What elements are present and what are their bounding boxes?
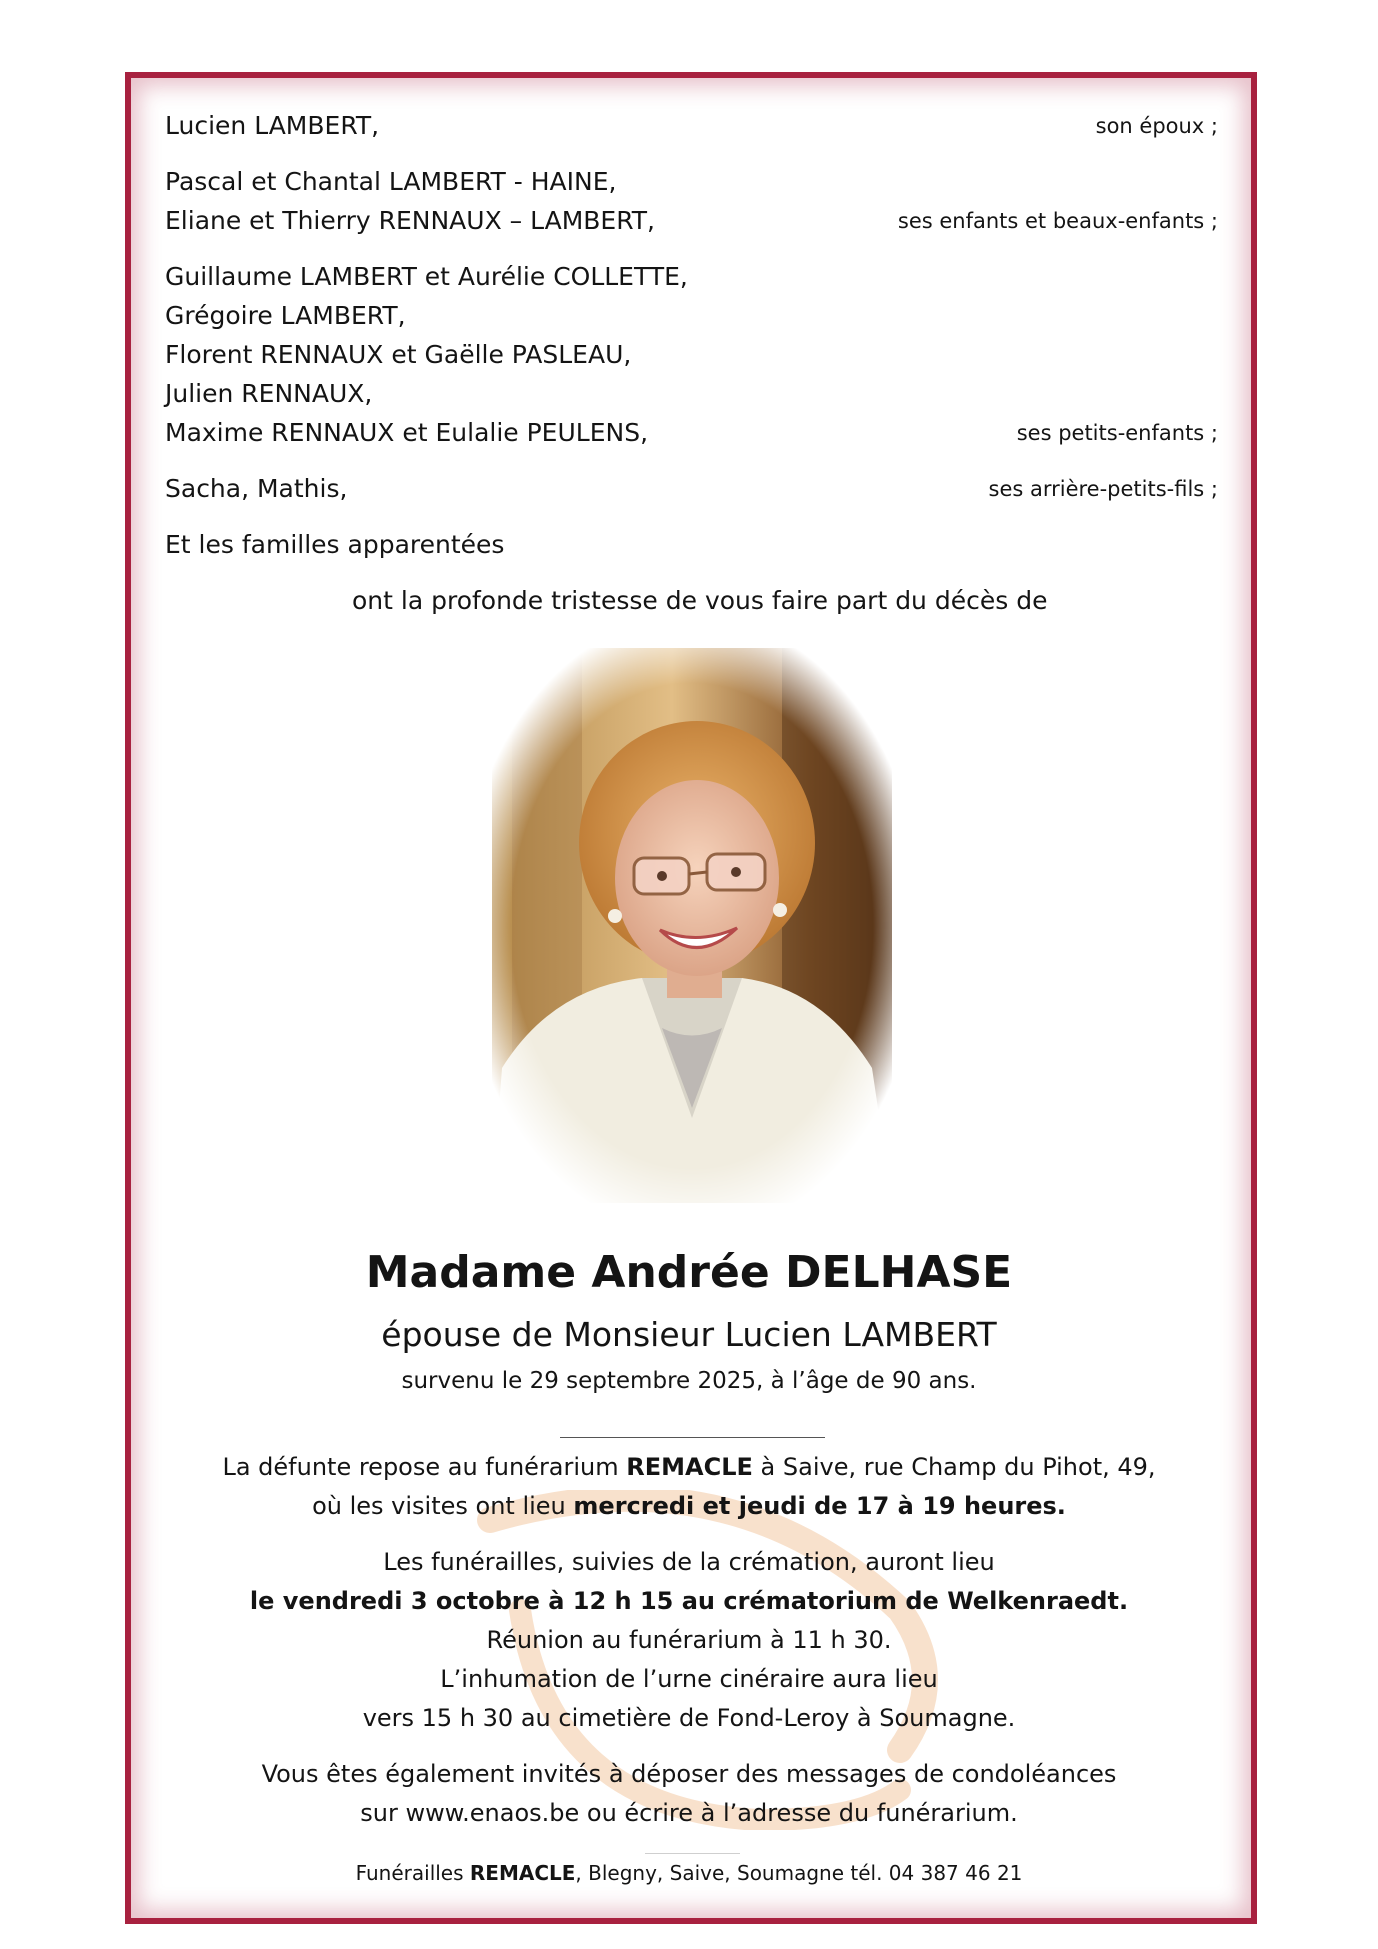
portrait-photo xyxy=(492,648,892,1203)
footer-text: Funérailles xyxy=(355,1861,470,1885)
condolences-line-2: sur www.enaos.be ou écrire à l’adresse du funérarium. xyxy=(360,1799,1018,1827)
deceased-date: survenu le 29 septembre 2025, à l’âge de 90 ans. xyxy=(401,1368,977,1394)
family-line-grandchild-3 xyxy=(165,336,1218,374)
funeral-line-1: Les funérailles, suivies de la crémation, auront lieu xyxy=(383,1548,995,1576)
funeral-line-5: vers 15 h 30 au cimetière de Fond-Leroy à Soumagne. xyxy=(362,1704,1016,1732)
separator-line xyxy=(560,1437,825,1438)
family-relation: ses arrière-petits-fils ; xyxy=(988,477,1218,501)
family-name: Guillaume LAMBERT et Aurélie COLLETTE, xyxy=(165,262,688,291)
family-name: Grégoire LAMBERT, xyxy=(165,301,406,330)
footer-brand: REMACLE xyxy=(469,1861,576,1885)
funeral-home-name: REMACLE xyxy=(626,1453,753,1481)
family-line-grandchild-1 xyxy=(165,258,1218,296)
family-name: Maxime RENNAUX et Eulalie PEULENS, xyxy=(165,418,649,447)
visits-hours: mercredi et jeudi de 17 à 19 heures. xyxy=(573,1492,1066,1520)
family-name: Eliane et Thierry RENNAUX – LAMBERT, xyxy=(165,206,655,235)
visits-text: où les visites ont lieu xyxy=(312,1492,574,1520)
footer-contact: , Blegny, Saive, Soumagne tél. 04 387 46 21 xyxy=(575,1861,1023,1885)
footer-separator xyxy=(645,1853,740,1854)
family-line-child-2 xyxy=(165,202,1218,240)
repose-line-2 xyxy=(0,1487,1378,1525)
family-name: Julien RENNAUX, xyxy=(165,379,373,408)
family-relation: son époux ; xyxy=(1095,114,1218,138)
family-name: Sacha, Mathis, xyxy=(165,474,348,503)
repose-text: La défunte repose au funérarium xyxy=(222,1453,627,1481)
family-relation: ses petits-enfants ; xyxy=(1016,421,1218,445)
funeral-line-4: L’inhumation de l’urne cinéraire aura lieu xyxy=(440,1665,938,1693)
condolences-line-1: Vous êtes également invités à déposer des messages de condoléances xyxy=(261,1760,1117,1788)
family-name: Et les familles apparentées xyxy=(165,530,505,559)
family-line-relatives xyxy=(165,526,1218,564)
announcement-text: ont la profonde tristesse de vous faire part du décès de xyxy=(352,586,1048,615)
family-line-grandchild-2 xyxy=(165,297,1218,335)
family-name: Pascal et Chantal LAMBERT - HAINE, xyxy=(165,167,617,196)
deceased-name: Madame Andrée DELHASE xyxy=(365,1247,1013,1298)
family-line-spouse xyxy=(165,107,1218,145)
family-line-grandchild-5 xyxy=(165,414,1218,452)
funeral-line-3: Réunion au funérarium à 11 h 30. xyxy=(486,1626,892,1654)
family-line-great-grandchildren xyxy=(165,470,1218,508)
funeral-line-2: le vendredi 3 octobre à 12 h 15 au crématorium de Welkenraedt. xyxy=(249,1587,1129,1615)
footer xyxy=(0,1857,1378,1889)
family-relation: ses enfants et beaux-enfants ; xyxy=(897,209,1218,233)
family-name: Florent RENNAUX et Gaëlle PASLEAU, xyxy=(165,340,632,369)
repose-line-1 xyxy=(0,1448,1378,1486)
repose-address: à Saive, rue Champ du Pihot, 49, xyxy=(752,1453,1156,1481)
family-line-child-1 xyxy=(165,163,1218,201)
family-line-grandchild-4 xyxy=(165,375,1218,413)
deceased-spouse: épouse de Monsieur Lucien LAMBERT xyxy=(381,1315,997,1354)
family-name: Lucien LAMBERT, xyxy=(165,111,380,140)
